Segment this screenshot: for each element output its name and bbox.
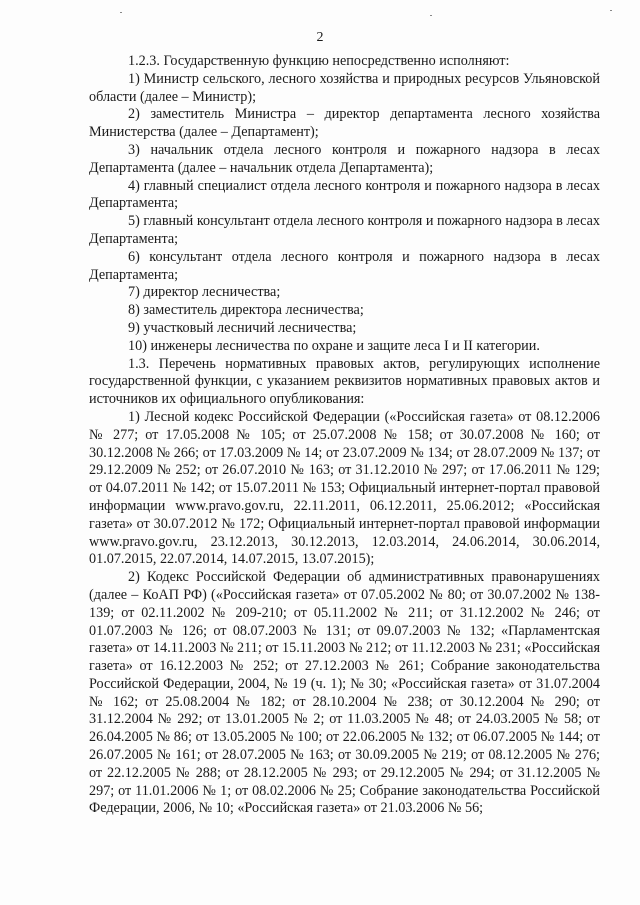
list-item-forestry-director: 7) директор лесничества; — [128, 284, 281, 301]
list-item-minister: 1) Министр сельского, лесного хозяйства и природных ресурсов Ульяновской области (далее – Министр); — [89, 70, 600, 105]
paragraph-1-3: 1.3. Перечень нормативных правовых актов, регулирующих исполнение государственной функции, с указанием реквизитов нормативных правовых актов и источников их официального опубликования: — [89, 355, 600, 408]
list-item-deputy-minister: 2) заместитель Министра – директор департамента лесного хозяйства Министерства (далее – Департамент); — [89, 106, 600, 141]
list-item-chief-consultant: 5) главный консультант отдела лесного контроля и пожарного надзора в лесах Департамента; — [89, 213, 600, 247]
list-item-deputy-forestry-director: 8) заместитель директора лесничества; — [128, 302, 364, 319]
scan-artifact — [120, 12, 122, 13]
legal-act-koap: 2) Кодекс Российской Федерации об административных правонарушениях (далее – КоАП РФ) («Российская газета» от 07.05.2002 № 80; от 30.07.2002 № 138-139; от 02.11.2002 № 209-210; от 05.11.2002 № 211; от 31.12.2002 № 246; от 01.07.2003 № 126; от 08.07.2003 № 131; от 09.07.2003 № 132; «Парламентская газета» от 14.11.2003 № 211; от 15.11.2003 № 212; от 11.12.2003 № 231; «Российская газета» от 16.12.2003 № 252; от 27.12.2003 № 261; Собрание законодательства Российской Федерации, 2004, № 19 (ч. 1); № 30; «Российская газета» от 31.07.2004 № 162; от 25.08.2004 № 182; от 28.10.2004 № 238; от 30.12.2004 № 290; от 31.12.2004 № 292; от 13.01.2005 № 2; от 11.03.2005 № 48; от 24.03.2005 № 58; от 26.04.2005 № 86; от 13.05.2005 № 100; от 22.06.2005 № 132; от 06.07.2005 № 144; от 26.07.2005 № 161; от 28.07.2005 № 163; от 30.09.2005 № 219; от 08.12.2005 № 276; от 22.12.2005 № 288; от 28.12.2005 № 293; от 29.12.2005 № 294; от 31.12.2005 № 297; от 11.01.2006 № 1; от 08.02.2006 № 25; Собрание законодательства Российской Федерации, 2006, № 10; «Российская газета» от 21.03.2006 № 56; — [89, 569, 600, 817]
document-body — [89, 53, 600, 818]
legal-act-forest-code: 1) Лесной кодекс Российской Федерации («Российская газета» от 08.12.2006 № 277; от 17.05.2008 № 105; от 25.07.2008 № 158; от 30.07.2008 № 160; от 30.12.2008 № 266; от 17.03.2009 № 14; от 23.07.2009 № 134; от 28.07.2009 № 137; от 29.12.2009 № 252; от 26.07.2010 № 163; от 31.12.2010 № 297; от 17.06.2011 № 129; от 04.07.2011 № 142; от 15.07.2011 № 153; Официальный интернет-портал правовой информации www.pravo.gov.ru, 22.11.2011, 06.12.2011, 25.06.2012; «Российская газета» от 30.07.2012 № 172; Официальный интернет-портал правовой информации www.pravo.gov.ru, 23.12.2013, 30.12.2013, 12.03.2014, 24.06.2014, 30.06.2014, 01.07.2015, 22.07.2014, 14.07.2015, 13.07.2015); — [89, 408, 600, 568]
scan-artifact — [430, 15, 432, 16]
list-item-department-head: 3) начальник отдела лесного контроля и пожарного надзора в лесах Департамента (далее – начальник отдела Департамента); — [89, 141, 600, 176]
page-number: 2 — [316, 30, 324, 45]
paragraph-1-2-3: 1.2.3. Государственную функцию непосредственно исполняют: — [128, 53, 510, 69]
list-item-forestry-engineers: 10) инженеры лесничества по охране и защите леса I и II категории. — [128, 337, 540, 354]
list-item-chief-specialist: 4) главный специалист отдела лесного контроля и пожарного надзора в лесах Департамента; — [89, 177, 600, 212]
list-item-district-forester: 9) участковый лесничий лесничества; — [128, 319, 357, 336]
list-item-consultant: 6) консультант отдела лесного контроля и пожарного надзора в лесах Департамента; — [89, 248, 600, 283]
scan-artifact — [610, 10, 612, 11]
